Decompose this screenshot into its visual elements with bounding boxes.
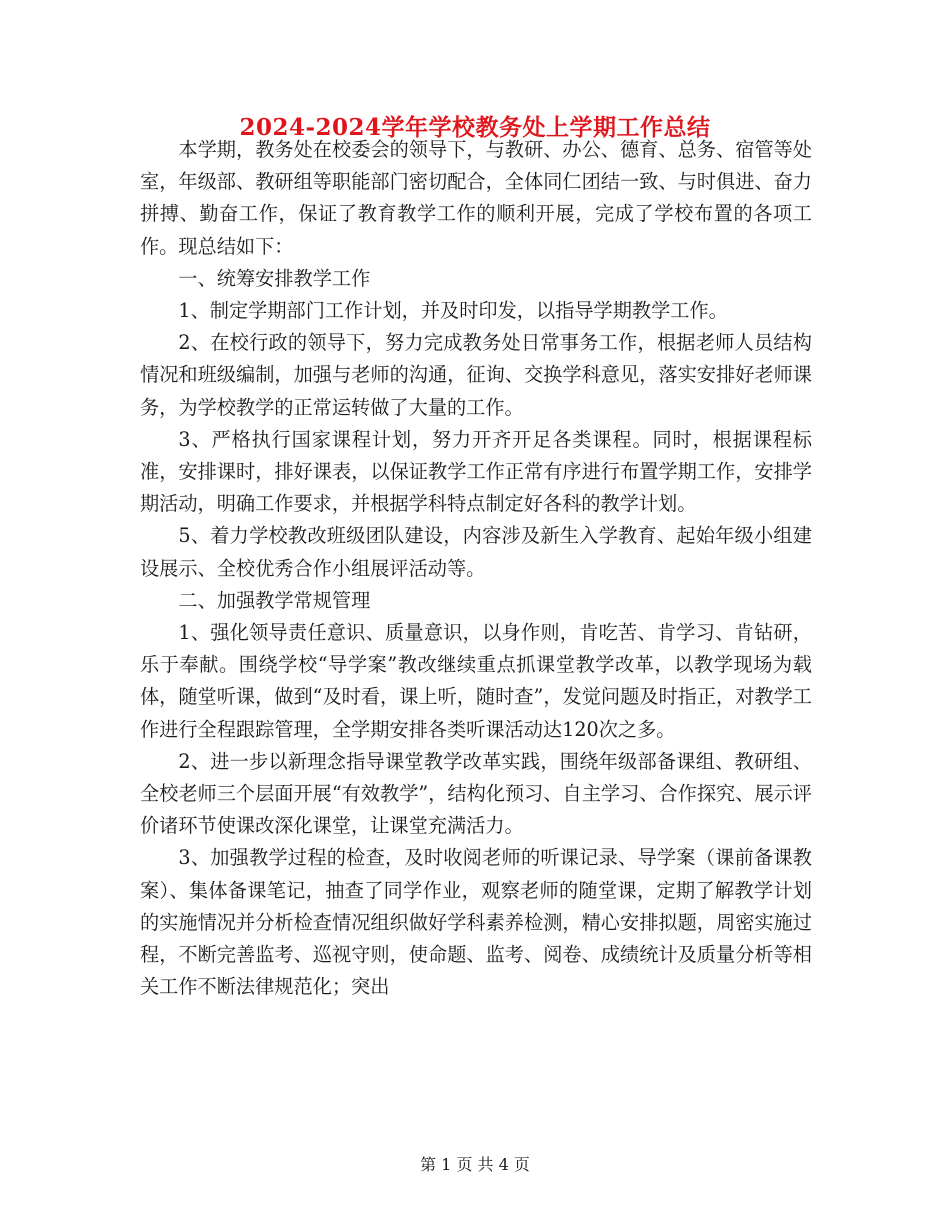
document-title: 2024-2024学年学校教务处上学期工作总结 xyxy=(239,114,711,141)
section-heading-1: 一、统筹安排教学工作 xyxy=(178,266,371,290)
paragraph-2-2: 2、进一步以新理念指导课堂教学改革实践，围绕年级部备课组、教研组、全校老师三个层面开展“有效教学”，结构化预习、自主学习、合作探究、展示评价诸环节使课改深化课堂，让课堂充满活力。 xyxy=(140,749,812,838)
paragraph-1-3: 3、严格执行国家课程计划，努力开齐开足各类课程。同时，根据课程标准，安排课时，排好课表，以保证教学工作正常有序进行布置学期工作，安排学期活动，明确工作要求，并根据学科特点制定好各科的教学计划。 xyxy=(140,427,812,516)
section-heading-2: 二、加强教学常规管理 xyxy=(178,588,371,612)
paragraph-intro: 本学期，教务处在校委会的领导下，与教研、办公、德育、总务、宿管等处室，年级部、教研组等职能部门密切配合，全体同仁团结一致、与时俱进、奋力拼搏、勤奋工作，保证了教育教学工作的顺利开展，完成了学校布置的各项工作。现总结如下： xyxy=(140,138,812,258)
paragraph-2-1: 1、强化领导责任意识、质量意识，以身作则，肯吃苦、肯学习、肯钻研，乐于奉献。围绕学校“导学案”教改继续重点抓课堂教学改革，以教学现场为载体，随堂听课，做到“及时看，课上听，随时查”，发觉问题及时指正，对教学工作进行全程跟踪管理，全学期安排各类听课活动达120次之多。 xyxy=(140,621,812,741)
document-body xyxy=(140,134,812,1003)
paragraph-1-1: 1、制定学期部门工作计划，并及时印发，以指导学期教学工作。 xyxy=(178,299,728,323)
paragraph-1-5: 5、着力学校教改班级团队建设，内容涉及新生入学教育、起始年级小组建设展示、全校优秀合作小组展评活动等。 xyxy=(140,524,812,580)
paragraph-1-2: 2、在校行政的领导下，努力完成教务处日常事务工作，根据老师人员结构情况和班级编制，加强与老师的沟通，征询、交换学科意见，落实安排好老师课务，为学校教学的正常运转做了大量的工作。 xyxy=(140,331,812,419)
page-footer: 第 1 页 共 4 页 xyxy=(420,1155,530,1174)
paragraph-2-3: 3、加强教学过程的检查，及时收阅老师的听课记录、导学案（课前备课教案）、集体备课笔记，抽查了同学作业，观察老师的随堂课，定期了解教学计划的实施情况并分析检查情况组织做好学科素养检测，精心安排拟题，周密实施过程，不断完善监考、巡视守则，使命题、监考、阅卷、成绩统计及质量分析等相关工作不断法律规范化；突出 xyxy=(140,846,812,999)
